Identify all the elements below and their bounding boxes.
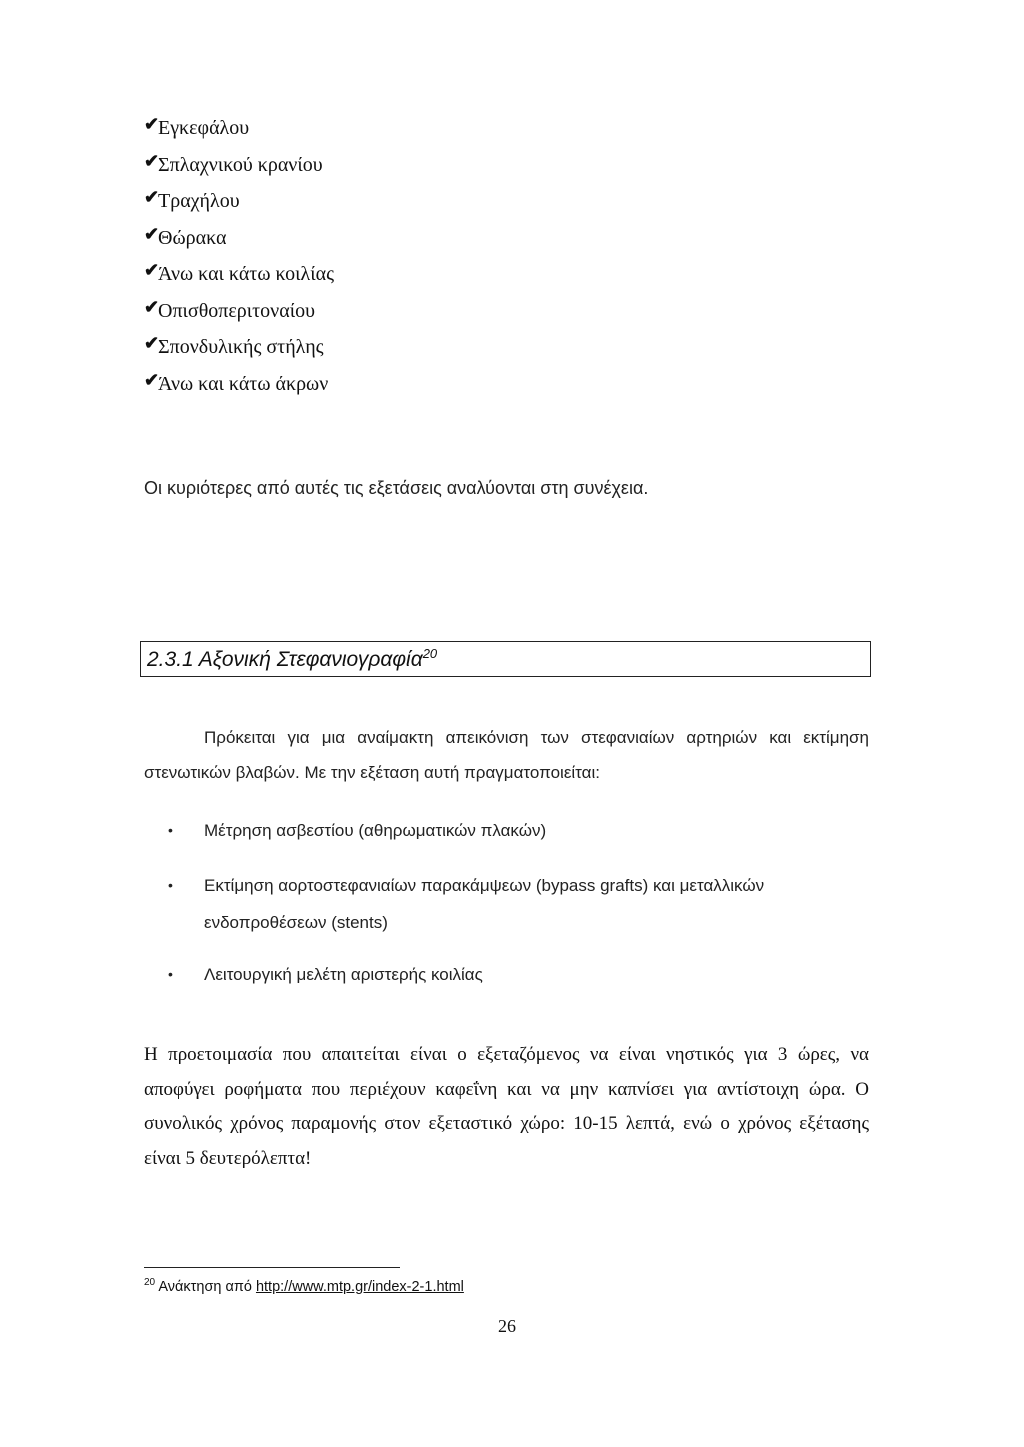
checklist-item — [144, 256, 334, 293]
bullet-icon: • — [168, 822, 173, 838]
footnote-reference: 20 — [422, 646, 438, 661]
checklist-item — [144, 110, 334, 147]
checklist-label: Θώρακα — [158, 226, 227, 249]
footnote-link[interactable]: http://www.mtp.gr/index-2-1.html — [255, 1278, 464, 1295]
checklist-item — [144, 366, 334, 403]
bullet-text: Μέτρηση ασβεστίου (αθηρωματικών πλακών) — [204, 821, 547, 840]
checklist-label: Σπονδυλικής στήλης — [158, 336, 324, 358]
checklist-label: Τραχήλου — [158, 190, 240, 212]
check-icon: ✔ — [144, 296, 160, 317]
checklist-item — [144, 183, 334, 220]
checklist-item — [144, 293, 334, 330]
section-number: 2.3.1 — [147, 648, 194, 671]
bullet-icon: • — [168, 966, 173, 982]
checklist-label: Σπλαχνικού κρανίου — [158, 153, 323, 176]
footnote-divider — [144, 1267, 400, 1268]
intro-sentence: Οι κυριότερες από αυτές τις εξετάσεις αναλύονται στη συνέχεια. — [144, 478, 649, 498]
description-paragraph: Πρόκειται για μια αναίμακτη απεικόνιση των στεφανιαίων αρτηριών και εκτίμηση στενωτικών βλαβών. Με την εξέταση αυτή πραγματοποιείται: — [144, 728, 869, 782]
checklist-label: Οπισθοπεριτοναίου — [158, 299, 315, 322]
check-icon: ✔ — [144, 260, 160, 280]
check-icon: ✔ — [144, 223, 160, 244]
checklist-item — [144, 147, 334, 184]
check-icon: ✔ — [144, 187, 160, 207]
section-heading — [140, 641, 871, 677]
footnote-text: Ανάκτηση από — [158, 1278, 252, 1295]
section-heading-text — [147, 646, 437, 672]
checklist-label: Εγκεφάλου — [158, 117, 250, 139]
bullet-icon: • — [168, 877, 173, 893]
checklist-label: Άνω και κάτω κοιλίας — [158, 263, 335, 285]
bullet-text: Λειτουργική μελέτη αριστερής κοιλίας — [204, 965, 483, 984]
checklist-item — [144, 329, 334, 366]
check-icon: ✔ — [144, 114, 160, 134]
section-title: Αξονική Στεφανιογραφία — [198, 648, 423, 671]
bullet-text: Εκτίμηση αορτοστεφανιαίων παρακάμψεων (bypass grafts) και μεταλλικών ενδοπροθέσεων (stents) — [204, 876, 765, 932]
page-number: 26 — [498, 1316, 516, 1336]
check-icon: ✔ — [144, 333, 160, 353]
exam-checklist — [144, 110, 334, 402]
checklist-item — [144, 220, 334, 257]
preparation-paragraph: Η προετοιμασία που απαιτείται είναι ο εξεταζόμενος να είναι νηστικός για 3 ώρες, να αποφύγει ροφήματα που περιέχουν καφεΐνη και να μην καπνίσει για αντίστοιχη ώρα. Ο συνολικός χρόνος παραμονής στον εξεταστικό χώρο: 10-15 λεπτά, ενώ ο χρόνος εξέτασης είναι 5 δευτερόλεπτα! — [144, 1044, 869, 1169]
checklist-label: Άνω και κάτω άκρων — [158, 372, 329, 395]
footnote-number: 20 — [144, 1277, 156, 1288]
check-icon: ✔ — [144, 150, 160, 171]
footnote — [144, 1277, 464, 1295]
check-icon: ✔ — [144, 369, 160, 390]
